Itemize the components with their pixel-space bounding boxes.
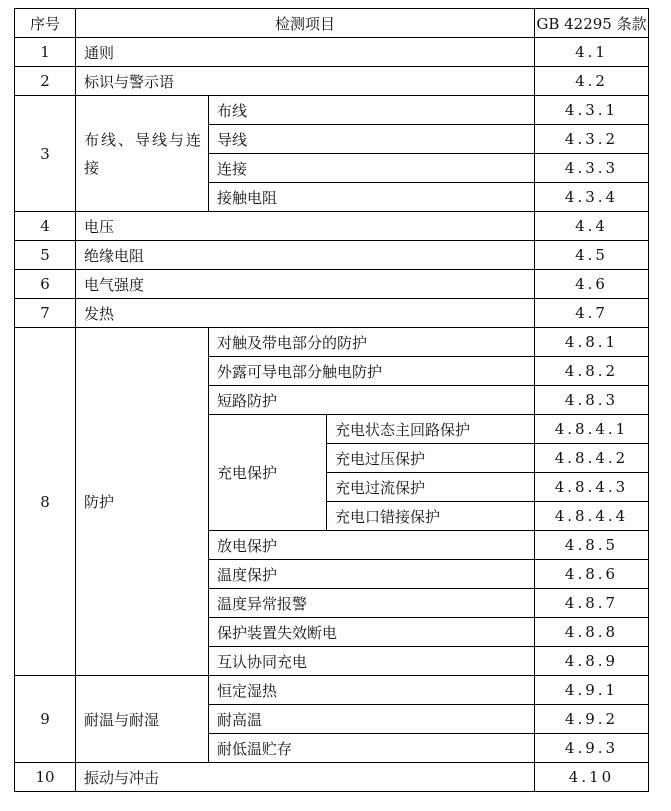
table-row — [15, 241, 649, 270]
clause-cell: 4.10 — [535, 763, 649, 792]
clause-cell: 4.9.2 — [535, 705, 649, 734]
sub-item-name: 对触及带电部分的防护 — [209, 328, 535, 357]
item-name: 振动与冲击 — [76, 763, 535, 792]
sub-item-name: 外露可导电部分触电防护 — [209, 357, 535, 386]
item-name: 布线、导线与连接 — [76, 96, 209, 212]
row-no: 9 — [15, 676, 76, 763]
clause-cell: 4.3.2 — [535, 125, 649, 154]
header-clause: GB 42295 条款 — [535, 9, 649, 38]
table-row — [15, 212, 649, 241]
header-no: 序号 — [15, 9, 76, 38]
item-name: 防护 — [76, 328, 209, 676]
clause-cell: 4.8.1 — [535, 328, 649, 357]
sub-item-name: 耐低温贮存 — [209, 734, 535, 763]
item-name: 发热 — [76, 299, 535, 328]
sub-item-name: 耐高温 — [209, 705, 535, 734]
header-item: 检测项目 — [76, 9, 535, 38]
row-no: 10 — [15, 763, 76, 792]
clause-cell: 4.2 — [535, 67, 649, 96]
item-name: 电气强度 — [76, 270, 535, 299]
sub-sub-item-name: 充电过流保护 — [327, 473, 535, 502]
clause-cell: 4.5 — [535, 241, 649, 270]
clause-cell: 4.8.7 — [535, 589, 649, 618]
row-no: 8 — [15, 328, 76, 676]
table-row — [15, 676, 649, 705]
table-row — [15, 763, 649, 792]
row-no: 3 — [15, 96, 76, 212]
item-name: 电压 — [76, 212, 535, 241]
sub-item-name: 放电保护 — [209, 531, 535, 560]
clause-cell: 4.8.4.1 — [535, 415, 649, 444]
clause-cell: 4.8.5 — [535, 531, 649, 560]
sub-item-name: 布线 — [209, 96, 535, 125]
item-name: 标识与警示语 — [76, 67, 535, 96]
sub-item-name: 充电保护 — [209, 415, 327, 531]
row-no: 1 — [15, 38, 76, 67]
table-row — [15, 299, 649, 328]
sub-sub-item-name: 充电状态主回路保护 — [327, 415, 535, 444]
clause-cell: 4.9.1 — [535, 676, 649, 705]
clause-cell: 4.1 — [535, 38, 649, 67]
clause-cell: 4.8.8 — [535, 618, 649, 647]
sub-item-name: 温度异常报警 — [209, 589, 535, 618]
item-name: 绝缘电阻 — [76, 241, 535, 270]
clause-cell: 4.8.9 — [535, 647, 649, 676]
sub-sub-item-name: 充电口错接保护 — [327, 502, 535, 531]
table-row — [15, 270, 649, 299]
table-row — [15, 38, 649, 67]
sub-item-name: 温度保护 — [209, 560, 535, 589]
row-no: 5 — [15, 241, 76, 270]
clause-cell: 4.8.2 — [535, 357, 649, 386]
clause-cell: 4.3.4 — [535, 183, 649, 212]
sub-item-name: 连接 — [209, 154, 535, 183]
clause-cell: 4.7 — [535, 299, 649, 328]
row-no: 2 — [15, 67, 76, 96]
clause-cell: 4.4 — [535, 212, 649, 241]
test-items-table — [14, 8, 649, 792]
table-row — [15, 96, 649, 125]
clause-cell: 4.3.1 — [535, 96, 649, 125]
item-name: 通则 — [76, 38, 535, 67]
sub-item-name: 互认协同充电 — [209, 647, 535, 676]
table-row — [15, 67, 649, 96]
sub-item-name: 导线 — [209, 125, 535, 154]
sub-item-name: 短路防护 — [209, 386, 535, 415]
clause-cell: 4.8.4.2 — [535, 444, 649, 473]
clause-cell: 4.8.6 — [535, 560, 649, 589]
sub-sub-item-name: 充电过压保护 — [327, 444, 535, 473]
sub-item-name: 保护装置失效断电 — [209, 618, 535, 647]
sub-item-name: 接触电阻 — [209, 183, 535, 212]
row-no: 6 — [15, 270, 76, 299]
sub-item-name: 恒定湿热 — [209, 676, 535, 705]
clause-cell: 4.3.3 — [535, 154, 649, 183]
clause-cell: 4.9.3 — [535, 734, 649, 763]
clause-cell: 4.8.3 — [535, 386, 649, 415]
item-name: 耐温与耐湿 — [76, 676, 209, 763]
row-no: 7 — [15, 299, 76, 328]
table-header-row — [15, 9, 649, 38]
table-row — [15, 328, 649, 357]
clause-cell: 4.8.4.3 — [535, 473, 649, 502]
row-no: 4 — [15, 212, 76, 241]
clause-cell: 4.6 — [535, 270, 649, 299]
clause-cell: 4.8.4.4 — [535, 502, 649, 531]
